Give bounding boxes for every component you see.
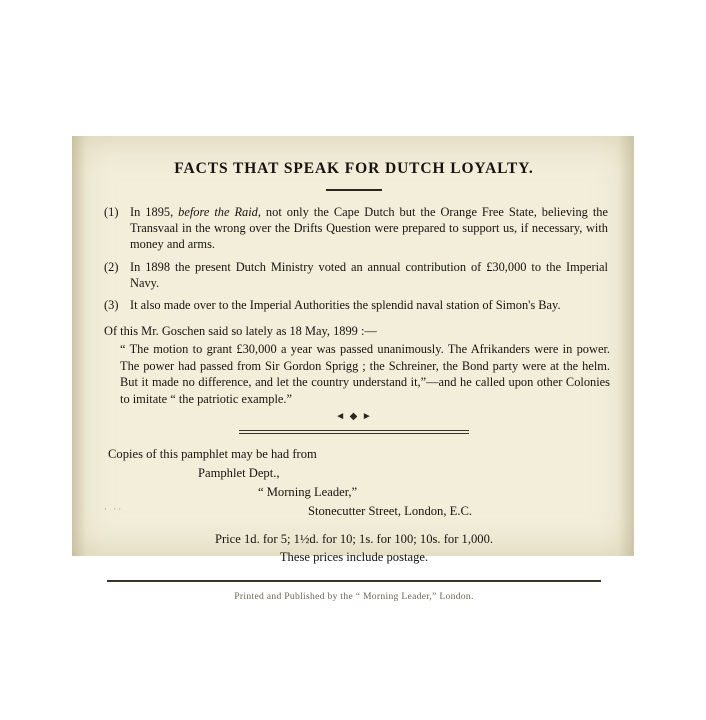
footer-divider [107,580,600,582]
list-item [104,260,608,292]
margin-mark: · ·· [104,504,124,514]
page-content [86,146,622,603]
list-item-number: (2) [104,259,119,274]
list-item-emphasis: before the Raid [178,205,258,219]
ornament-divider: ◄ ◆ ► [335,411,373,423]
list-item [104,205,608,253]
ordering-line-3: “ Morning Leader,” [258,485,358,500]
price-line: Price 1d. for 5; 1½d. for 10; 1s. for 100; 10s. for 1,000. [214,531,494,546]
printer-imprint: Printed and Published by the “ Morning Leader,” London. [234,591,474,603]
page-title: FACTS THAT SPEAK FOR DUTCH LOYALTY. [174,160,534,177]
list-item-number: (3) [104,298,119,313]
list-item-lead: In 1895, [130,205,174,219]
ordering-info [86,445,622,521]
list-item-text [130,205,608,253]
list-item [104,298,608,314]
attribution-line: Of this Mr. Goschen said so lately as 18 May, 1899 :— [104,324,377,339]
postage-line: These prices include postage. [279,550,429,565]
ordering-line-4: Stonecutter Street, London, E.C. [308,504,473,519]
title-divider [326,189,382,191]
ordering-line-2: Pamphlet Dept., [198,466,280,481]
quotation-text: “ The motion to grant £30,000 a year was passed unanimously. The Afrikanders were in power. The power had passed from Sir Gordon Sprigg ; the Schreiner, the Bond party were at the helm. But it made no difference, and let the country understand it,”—and he called upon other Colonies to imitate “ the patriotic example.” [120,342,610,406]
numbered-list [86,205,622,314]
list-item-text: It also made over to the Imperial Authorities the splendid naval station of Simon's Bay. [130,298,561,313]
list-item-number: (1) [104,205,119,219]
scanned-page [72,136,634,603]
price-block [86,530,622,567]
ordering-line-1: Copies of this pamphlet may be had from [108,447,317,462]
double-rule-divider [239,430,469,431]
list-item-text: In 1898 the present Dutch Ministry voted an annual contribution of £30,000 to the Imperial Navy. [130,259,608,290]
list-item-rest: , not only the Cape Dutch but the Orange Free State, believing the Transvaal in the wrong over the Drifts Question were prepared to support us, if necessary, with money and arms. [130,205,608,251]
